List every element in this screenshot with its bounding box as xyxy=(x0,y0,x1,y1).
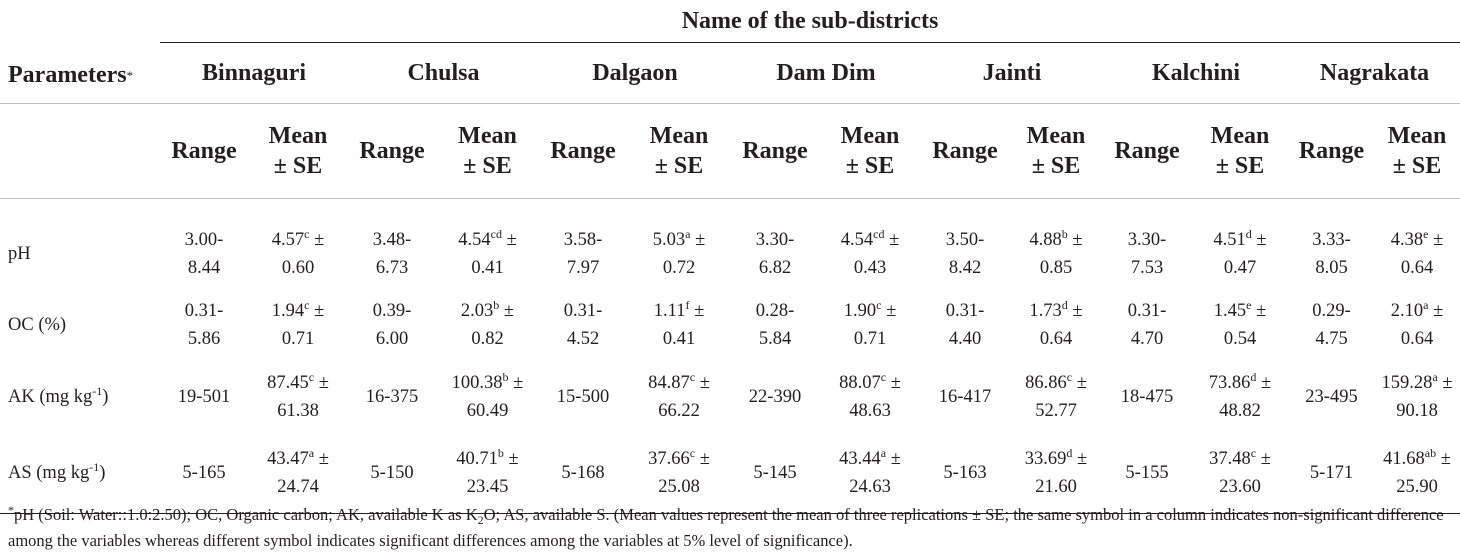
mean-se-cell: 4.38$^e$ ± 0.64 xyxy=(1390,227,1444,278)
table-footnote: *pH (Soil: Water::1.0:2.50); OC, Organic carbon; AK, available K as $K_2O$; AS, available S. (Mean values represent the mean of three replications ± SE; the same symbol in a column indicates non-significant difference among the variables whereas different symbol indicates significant differences among the variables at 5% level of significance). xyxy=(8,503,1444,550)
range-cell: 16-417 xyxy=(938,387,992,407)
se-label: ± SE xyxy=(1031,153,1081,179)
mean-se-cell: 37.48$^c$ ± 23.60 xyxy=(1209,446,1271,497)
mean-se-cell: 4.51$^d$ ± 0.47 xyxy=(1213,227,1267,278)
range-header: Range xyxy=(348,104,436,199)
range-cell: 5-163 xyxy=(943,463,987,483)
mean-label: Mean xyxy=(268,123,328,149)
mean-se-cell: 86.86$^c$ ± 52.77 xyxy=(1025,370,1087,421)
parameter-label: AS (mg $kg^{-1}$) xyxy=(8,460,106,483)
mean-se-header xyxy=(1374,104,1460,199)
mean-se-cell: 1.11$^f$ ± 0.41 xyxy=(653,298,705,349)
se-label: ± SE xyxy=(1215,153,1265,179)
mean-se-cell: 73.86$^d$ ± 48.82 xyxy=(1208,370,1272,421)
range-cell: 3.30- 7.53 xyxy=(1127,230,1167,278)
range-header: Range xyxy=(1103,104,1191,199)
mean-se-cell: 1.45$^e$ ± 0.54 xyxy=(1213,298,1267,349)
sub-districts-header: Name of the sub-districts xyxy=(160,0,1460,43)
district-header-kalchini: Kalchini xyxy=(1103,43,1289,104)
mean-se-header xyxy=(436,104,539,199)
range-cell: 0.39- 6.00 xyxy=(372,301,412,349)
mean-se-cell: 87.45$^c$ ± 61.38 xyxy=(267,370,329,421)
range-cell: 5-150 xyxy=(370,463,414,483)
parameters-header-spacer xyxy=(0,104,160,199)
range-cell: 5-165 xyxy=(182,463,226,483)
range-cell: 15-500 xyxy=(556,387,610,407)
mean-se-header xyxy=(248,104,348,199)
mean-se-cell: 37.66$^c$ ± 25.08 xyxy=(648,446,710,497)
mean-se-cell: 5.03$^a$ ± 0.72 xyxy=(652,227,706,278)
district-header-dam-dim: Dam Dim xyxy=(731,43,921,104)
range-cell: 16-375 xyxy=(365,387,419,407)
se-label: ± SE xyxy=(845,153,895,179)
range-cell: 3.33- 8.05 xyxy=(1312,230,1351,278)
mean-se-header xyxy=(1191,104,1289,199)
mean-se-cell: 41.68$^{ab}$ ± 25.90 xyxy=(1383,446,1451,497)
range-header: Range xyxy=(539,104,627,199)
parameters-header: Parameters* xyxy=(8,62,134,88)
se-label: ± SE xyxy=(1392,153,1442,179)
parameter-label: OC (%) xyxy=(8,315,67,335)
mean-se-cell: 2.03$^b$ ± 0.82 xyxy=(460,298,515,349)
se-label: ± SE xyxy=(273,153,323,179)
table-row xyxy=(0,199,1460,290)
mean-se-cell: 88.07$^c$ ± 48.63 xyxy=(839,370,901,421)
range-cell: 3.00- 8.44 xyxy=(184,230,224,278)
range-header: Range xyxy=(1289,104,1374,199)
range-cell: 3.30- 6.82 xyxy=(755,230,795,278)
range-header: Range xyxy=(921,104,1009,199)
range-header: Range xyxy=(731,104,819,199)
mean-se-header xyxy=(1009,104,1103,199)
mean-se-cell: 40.71$^b$ ± 23.45 xyxy=(456,446,519,497)
mean-se-header xyxy=(819,104,921,199)
range-cell: 23-495 xyxy=(1305,387,1358,407)
mean-se-cell: 1.94$^c$ ± 0.71 xyxy=(271,298,325,349)
range-cell: 19-501 xyxy=(177,387,231,407)
range-cell: 22-390 xyxy=(748,387,802,407)
mean-se-cell: 43.44$^a$ ± 24.63 xyxy=(839,446,901,497)
table-row xyxy=(0,361,1460,433)
range-cell: 3.50- 8.42 xyxy=(945,230,985,278)
range-cell: 18-475 xyxy=(1120,387,1174,407)
range-cell: 0.29- 4.75 xyxy=(1312,301,1351,349)
mean-se-cell: 4.88$^b$ ± 0.85 xyxy=(1029,227,1083,278)
table-row xyxy=(0,289,1460,361)
range-cell: 0.31- 5.86 xyxy=(184,301,224,349)
mean-label: Mean xyxy=(840,123,900,149)
mean-se-cell: 4.57$^c$ ± 0.60 xyxy=(271,227,325,278)
district-header-chulsa: Chulsa xyxy=(348,43,539,104)
range-cell: 0.28- 5.84 xyxy=(755,301,795,349)
mean-se-cell: 159.28$^a$ ± 90.18 xyxy=(1381,370,1453,421)
mean-label: Mean xyxy=(1026,123,1086,149)
range-cell: 3.48- 6.73 xyxy=(372,230,412,278)
mean-se-cell: 1.90$^c$ ± 0.71 xyxy=(843,298,897,349)
district-header-dalgaon: Dalgaon xyxy=(539,43,731,104)
mean-label: Mean xyxy=(458,123,517,149)
parameter-label: pH xyxy=(8,244,31,264)
se-label: ± SE xyxy=(654,153,704,179)
range-cell: 0.31- 4.52 xyxy=(563,301,603,349)
district-header-nagrakata: Nagrakata xyxy=(1289,43,1460,104)
mean-se-cell: 1.73$^d$ ± 0.64 xyxy=(1029,298,1083,349)
range-cell: 5-168 xyxy=(561,463,605,483)
mean-se-cell: 84.87$^c$ ± 66.22 xyxy=(648,370,710,421)
range-header: Range xyxy=(160,104,248,199)
range-cell: 5-155 xyxy=(1125,463,1169,483)
mean-label: Mean xyxy=(649,123,709,149)
mean-se-cell: 2.10$^a$ ± 0.64 xyxy=(1390,298,1444,349)
district-header-binnaguri: Binnaguri xyxy=(160,43,348,104)
district-header-jainti: Jainti xyxy=(921,43,1103,104)
se-label: ± SE xyxy=(463,153,512,179)
mean-se-cell: 33.69$^d$ ± 21.60 xyxy=(1024,446,1088,497)
range-cell: 5-171 xyxy=(1309,463,1354,483)
mean-se-header xyxy=(627,104,731,199)
parameter-label: AK (mg $kg^{-1}$) xyxy=(8,384,109,407)
mean-se-cell: 43.47$^a$ ± 24.74 xyxy=(267,446,329,497)
mean-label: Mean xyxy=(1210,123,1270,149)
range-cell: 3.58- 7.97 xyxy=(563,230,603,278)
range-cell: 5-145 xyxy=(753,463,797,483)
mean-label: Mean xyxy=(1387,123,1447,149)
mean-se-cell: 4.54$^{cd}$ ± 0.41 xyxy=(458,227,517,278)
range-cell: 0.31- 4.40 xyxy=(945,301,985,349)
mean-se-cell: 4.54$^{cd}$ ± 0.43 xyxy=(840,227,900,278)
range-cell: 0.31- 4.70 xyxy=(1127,301,1167,349)
mean-se-cell: 100.38$^b$ ± 60.49 xyxy=(451,370,524,421)
